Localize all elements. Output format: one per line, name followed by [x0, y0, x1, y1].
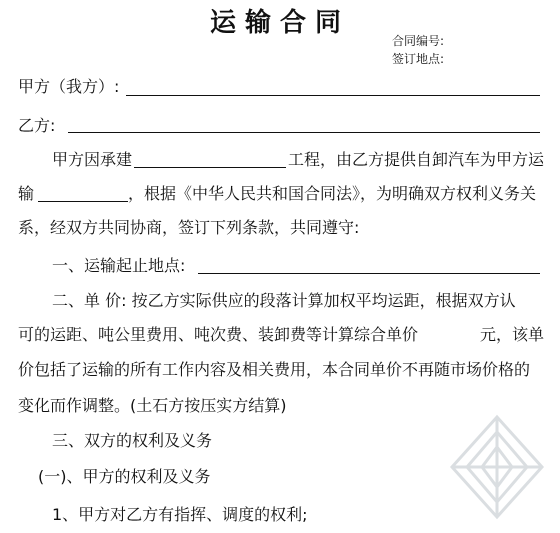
signing-place-label: 签订地点:: [392, 52, 445, 66]
clause2-line2-end: 元，该单: [480, 325, 545, 344]
clause2-line3: 价包括了运输的所有工作内容及相关费用，本合同单价不再随市场价格的: [18, 360, 531, 379]
para1-line2-start: 输: [18, 184, 35, 203]
party-b-label: 乙方:: [18, 116, 56, 135]
project-name-blank: [134, 167, 286, 168]
para1-line2-end: ，根据《中华人民共和国合同法》，为明确双方权利义务关: [128, 184, 537, 203]
document-title: 运输合同: [209, 8, 350, 38]
clause3-heading: 三、双方的权利及义务: [52, 431, 213, 450]
locations-blank: [198, 273, 540, 274]
party-b-blank: [68, 132, 540, 133]
para1-line1-end: 工程，由乙方提供自卸汽车为甲方运: [288, 150, 545, 169]
transport-item-blank: [38, 201, 128, 202]
clause2-line2-start: 可的运距、吨公里费用、吨次费、装卸费等计算综合单价: [18, 325, 419, 344]
party-a-label: 甲方（我方）:: [18, 77, 120, 96]
party-a-blank: [126, 95, 540, 96]
item1-text: 1、甲方对乙方有指挥、调度的权利;: [52, 505, 308, 524]
contract-number-label: 合同编号:: [392, 34, 445, 48]
para1-line3: 系，经双方共同协商，签订下列条款，共同遵守:: [18, 218, 360, 237]
clause1-heading: 一、运输起止地点:: [52, 256, 186, 275]
clause2-line4: 变化而作调整。(土石方按压实方结算): [18, 396, 287, 415]
watermark-logo-icon: [442, 407, 552, 527]
para1-line1-start: 甲方因承建: [52, 150, 133, 169]
subsection-a-heading: (一)、甲方的权利及义务: [38, 467, 211, 486]
clause2-line1: 二、单 价: 按乙方实际供应的段落计算加权平均运距，根据双方认: [52, 291, 516, 310]
